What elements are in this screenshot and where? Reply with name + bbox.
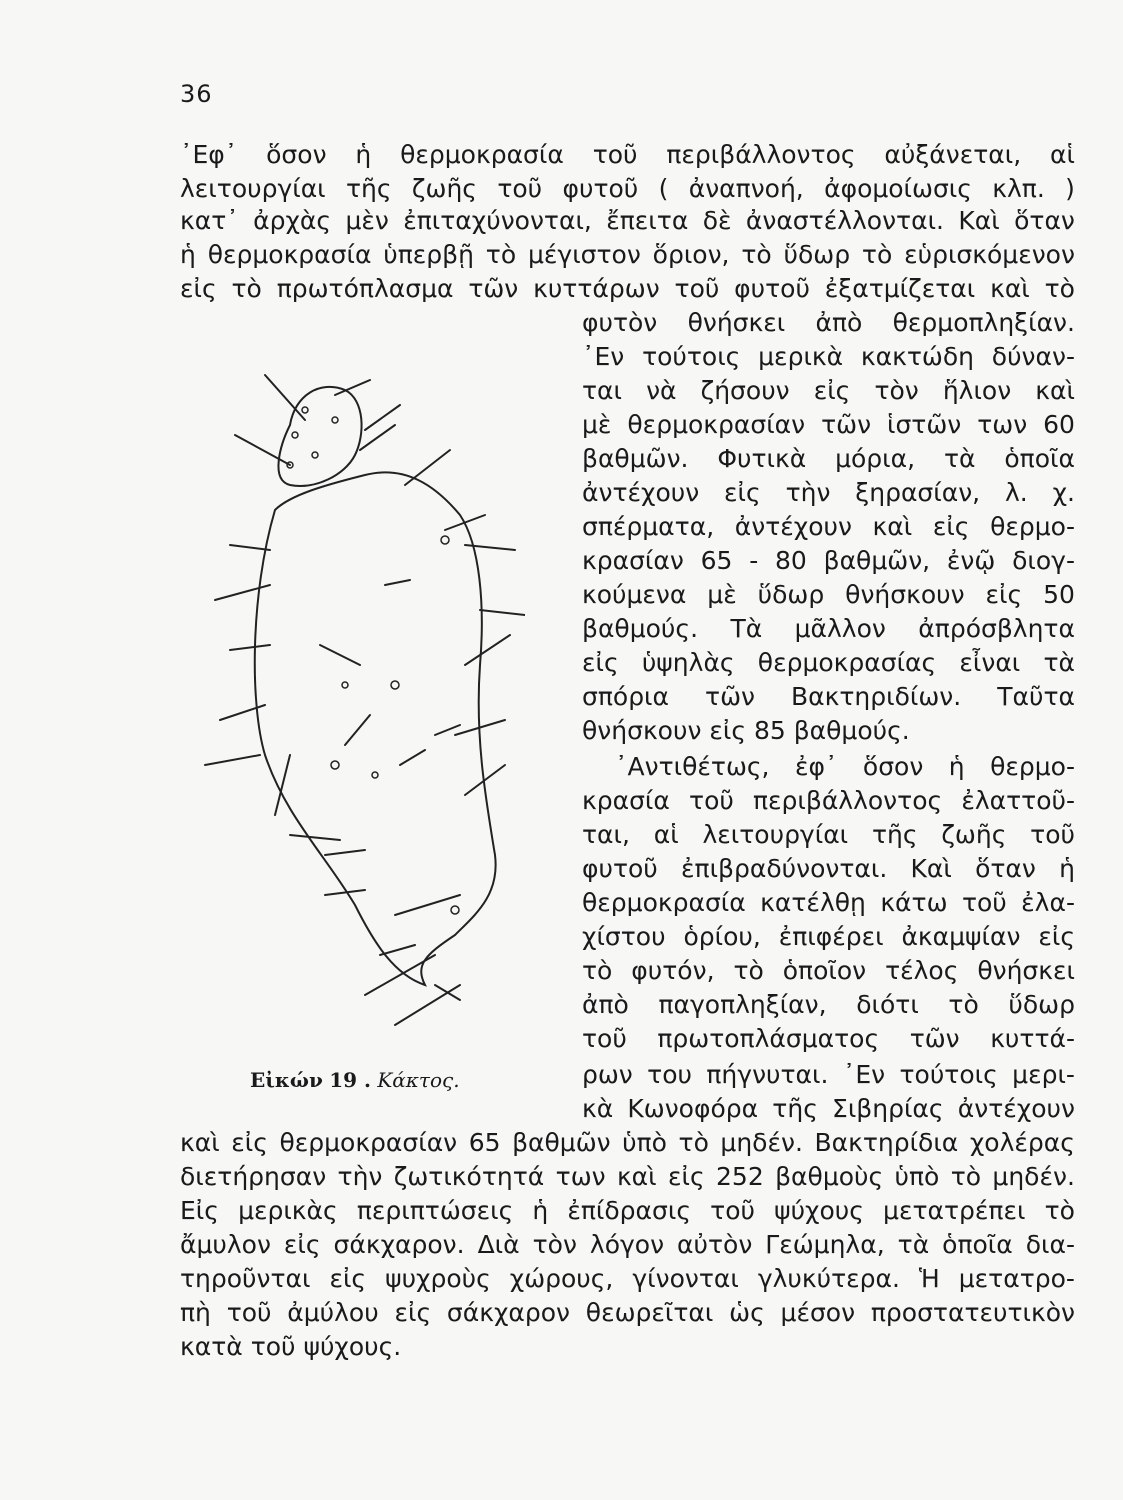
word: πρωτόπλασμα bbox=[276, 274, 454, 303]
word: τοῦ bbox=[689, 786, 734, 815]
word: εἶναι bbox=[959, 648, 1021, 677]
word: κατ᾿ bbox=[180, 206, 239, 235]
word: Βακτηριδίων. bbox=[791, 682, 962, 711]
word: ὅταν bbox=[975, 854, 1036, 883]
word: εἰς bbox=[724, 478, 761, 507]
word: ἀντέχουν bbox=[582, 478, 700, 507]
word: μᾶλλον bbox=[794, 614, 886, 643]
word: 80 bbox=[775, 546, 807, 575]
word: τῆς bbox=[871, 820, 918, 849]
text-line bbox=[180, 1162, 1075, 1192]
word: των bbox=[555, 1162, 606, 1191]
word: ἡ bbox=[180, 240, 196, 269]
word: σπόρια bbox=[582, 682, 669, 711]
word: μόρια, bbox=[835, 444, 916, 473]
word: ἐλα- bbox=[1021, 888, 1075, 917]
word: μὲ bbox=[707, 580, 737, 609]
word: ἐπιταχύνονται, bbox=[403, 206, 592, 235]
word: Κωνοφόρα bbox=[627, 1094, 759, 1123]
word: 50 bbox=[1043, 580, 1075, 609]
word: ζωῆς bbox=[411, 174, 477, 203]
word: καὶ bbox=[990, 274, 1030, 303]
word: τοῦ bbox=[226, 1298, 272, 1327]
text-line bbox=[582, 342, 1075, 372]
word: 65 bbox=[468, 1128, 501, 1157]
word: ἡ bbox=[532, 1196, 549, 1225]
word: χίστου bbox=[582, 922, 666, 951]
text-line bbox=[582, 682, 1075, 712]
word: ἡ bbox=[948, 752, 965, 781]
word: εἰς bbox=[231, 1128, 268, 1157]
word: τοῦ bbox=[961, 888, 1007, 917]
word: δὲ bbox=[702, 206, 732, 235]
word: ξηρασίαν, bbox=[855, 478, 981, 507]
word: παγοπληξίαν, bbox=[658, 990, 827, 1019]
word: τὸ bbox=[950, 1162, 982, 1191]
word: ὕδωρ bbox=[757, 580, 825, 609]
word: τοῦ bbox=[710, 1196, 755, 1225]
word: διότι bbox=[856, 990, 919, 1019]
word: ἐπιφέρει bbox=[778, 922, 884, 951]
word: μετατρέπει bbox=[883, 1196, 1026, 1225]
word: πὴ bbox=[180, 1298, 211, 1327]
word: τῆς bbox=[772, 1094, 818, 1123]
word: φυτοῦ bbox=[582, 854, 658, 883]
text-line bbox=[582, 614, 1075, 644]
word: κρασίαν bbox=[582, 546, 684, 575]
word: χώρους, bbox=[509, 1264, 614, 1293]
word: τούτοις bbox=[899, 1060, 998, 1089]
word: τὰ bbox=[943, 444, 976, 473]
word: θερμο- bbox=[990, 512, 1075, 541]
word: ἡ bbox=[355, 140, 372, 169]
word: εἰς bbox=[1038, 922, 1075, 951]
word: ὑπὸ bbox=[622, 1128, 667, 1157]
word: ὑπερβῇ bbox=[383, 240, 474, 269]
word: ἀρχὰς bbox=[253, 206, 332, 235]
word: τὸ bbox=[582, 956, 613, 985]
word: τὴν bbox=[785, 478, 831, 507]
word: τὴν bbox=[337, 1162, 383, 1191]
word: ὕδωρ bbox=[1008, 990, 1075, 1019]
word: Διὰ bbox=[477, 1230, 520, 1259]
text-line bbox=[180, 206, 1075, 236]
word: βαθμῶν. bbox=[582, 444, 689, 473]
word: θερμοκρασία bbox=[207, 240, 372, 269]
word: ὡς bbox=[729, 1298, 765, 1327]
word: τὸ bbox=[861, 240, 893, 269]
word: θερμοπληξίαν. bbox=[892, 308, 1075, 337]
word: - bbox=[749, 546, 759, 575]
word: τοῦ bbox=[497, 174, 543, 203]
word: κλπ. bbox=[992, 174, 1045, 203]
word: γίνονται bbox=[632, 1264, 739, 1293]
word: γλυκύτερα. bbox=[757, 1264, 900, 1293]
word: 65 bbox=[700, 546, 733, 575]
word: ᾿Αντιθέτως, bbox=[615, 752, 770, 781]
text-line bbox=[582, 820, 1075, 850]
word: περιβάλλοντος bbox=[752, 786, 943, 815]
word: ἀμύλου bbox=[287, 1298, 379, 1327]
word: ἀντέχουν bbox=[734, 512, 852, 541]
word: των bbox=[977, 410, 1028, 439]
word: ἡ bbox=[1059, 854, 1075, 883]
word: φυτόν, bbox=[631, 956, 715, 985]
text-line bbox=[582, 376, 1075, 406]
word: διογ- bbox=[1012, 546, 1075, 575]
word: Ταῦτα bbox=[997, 682, 1075, 711]
word: θεωρεῖται bbox=[585, 1298, 714, 1327]
word: Τὰ bbox=[730, 614, 763, 643]
word: τῆς bbox=[346, 174, 392, 203]
word: κάτω bbox=[880, 888, 948, 917]
word: του bbox=[647, 1060, 692, 1089]
word: τηροῦνται bbox=[180, 1264, 311, 1293]
word: ἐλαττοῦ- bbox=[961, 786, 1075, 815]
word: ( bbox=[658, 174, 669, 203]
word: ἐνῷ bbox=[946, 546, 996, 575]
word: εἰς bbox=[329, 1264, 367, 1293]
word: σάκχαρον bbox=[446, 1298, 571, 1327]
word: κυττά- bbox=[990, 1024, 1075, 1053]
word: ἀναστέλλονται. bbox=[745, 206, 944, 235]
word: ὕδωρ bbox=[783, 240, 851, 269]
word: τὰ bbox=[1043, 648, 1075, 677]
word: πρωτοπλάσματος bbox=[657, 1024, 880, 1053]
text-line bbox=[582, 922, 1075, 952]
text-line bbox=[582, 786, 1075, 816]
word: τὸ bbox=[678, 1128, 709, 1157]
word: τῶν bbox=[909, 1024, 960, 1053]
word: βαθμοὺς bbox=[775, 1162, 884, 1191]
text-line bbox=[180, 140, 1075, 170]
word: πήγνυται. bbox=[706, 1060, 829, 1089]
word: εἰς bbox=[668, 1162, 705, 1191]
text-line bbox=[582, 1024, 1075, 1054]
word: εἰς bbox=[813, 376, 851, 405]
word: ὑπὸ bbox=[894, 1162, 940, 1191]
word: μὲν bbox=[345, 206, 389, 235]
page-number: 36 bbox=[180, 80, 213, 108]
text-line bbox=[582, 888, 1075, 918]
word: ὅσον bbox=[266, 140, 327, 169]
word: θερμο- bbox=[990, 752, 1075, 781]
word: τὰ bbox=[897, 1230, 930, 1259]
word: βαθμῶν bbox=[512, 1128, 611, 1157]
word: θερμοκρασία bbox=[582, 888, 746, 917]
word: ) bbox=[1065, 174, 1075, 203]
word: κρασία bbox=[582, 786, 670, 815]
word: μηδέν. bbox=[992, 1162, 1075, 1191]
word: σπέρματα, bbox=[582, 512, 715, 541]
word: λειτουργίαι bbox=[702, 820, 849, 849]
word: μερικὰ bbox=[758, 342, 844, 371]
text-line bbox=[582, 308, 1075, 338]
word: Γεώμηλα, bbox=[765, 1230, 885, 1259]
word: τὸν bbox=[532, 1230, 577, 1259]
word: μετατρο- bbox=[958, 1264, 1075, 1293]
word: ᾿Εν bbox=[582, 342, 625, 371]
word: σάκχαρον. bbox=[333, 1230, 465, 1259]
word: ται bbox=[582, 376, 622, 405]
text-line bbox=[582, 512, 1075, 542]
word: ὅταν bbox=[1014, 206, 1075, 235]
text-line bbox=[180, 240, 1075, 270]
text-line bbox=[582, 956, 1075, 986]
word: ἐπιβραδύνονται. bbox=[681, 854, 888, 883]
word: ὁρίου, bbox=[683, 922, 761, 951]
word: Καὶ bbox=[910, 854, 952, 883]
text-line bbox=[582, 478, 1075, 508]
word: ἥλιον bbox=[942, 376, 1012, 405]
word: ζωτικότητά bbox=[393, 1162, 545, 1191]
text-line bbox=[582, 1060, 1075, 1090]
word: ἄμυλον bbox=[180, 1230, 271, 1259]
word: ζήσουν bbox=[700, 376, 790, 405]
word: εἰς bbox=[394, 1298, 432, 1327]
text-line bbox=[180, 274, 1075, 304]
word: Καὶ bbox=[958, 206, 1000, 235]
word: θνήσκει bbox=[977, 956, 1075, 985]
word: τοῦ bbox=[582, 1024, 627, 1053]
word: καὶ bbox=[180, 1128, 220, 1157]
word: χολέρας bbox=[969, 1128, 1075, 1157]
word: κούμενα bbox=[582, 580, 687, 609]
word: κακτώδη bbox=[860, 342, 974, 371]
word: θερμοκρασία bbox=[400, 140, 564, 169]
word: Σιβηρίας bbox=[832, 1094, 944, 1123]
word: τὸ bbox=[733, 956, 764, 985]
word: νὰ bbox=[646, 376, 677, 405]
word: θερμοκρασίαν bbox=[627, 410, 806, 439]
word: ται, bbox=[582, 820, 630, 849]
word: ᾿Εφ᾿ bbox=[180, 140, 238, 169]
word: Ἡ bbox=[918, 1264, 940, 1293]
word: δια- bbox=[1025, 1230, 1075, 1259]
word: τὸ bbox=[948, 990, 979, 1019]
word: χ. bbox=[1052, 478, 1075, 507]
word: εἰς bbox=[283, 1230, 321, 1259]
word: αὐτὸν bbox=[677, 1230, 753, 1259]
word: περιβάλλοντος bbox=[666, 140, 856, 169]
word: τοῦ bbox=[1030, 820, 1075, 849]
word: βαθμῶν, bbox=[823, 546, 931, 575]
text-line: θνήσκουν εἰς 85 βαθμούς. bbox=[582, 716, 910, 745]
word: αἱ bbox=[1050, 140, 1075, 169]
word: περιπτώσεις bbox=[356, 1196, 514, 1225]
cactus-illustration bbox=[195, 335, 525, 1055]
text-line bbox=[582, 444, 1075, 474]
word: τὸ bbox=[741, 240, 772, 269]
word: τῶν bbox=[705, 682, 755, 711]
word: ὅσον bbox=[862, 752, 924, 781]
text-line bbox=[180, 1196, 1075, 1226]
word: τῶν bbox=[468, 274, 519, 303]
word: καὶ bbox=[616, 1162, 657, 1191]
word: ψύχους bbox=[774, 1196, 864, 1225]
word: ἱστῶν bbox=[887, 410, 962, 439]
word: μέγιστον bbox=[527, 240, 641, 269]
text-line bbox=[582, 1094, 1075, 1124]
word: τέλος bbox=[885, 956, 959, 985]
word: ζωῆς bbox=[941, 820, 1007, 849]
text-line bbox=[582, 580, 1075, 610]
word: προστατευτικὸν bbox=[870, 1298, 1075, 1327]
text-line bbox=[180, 1264, 1075, 1294]
word: μηδέν. bbox=[720, 1128, 803, 1157]
word: φυτοῦ bbox=[562, 174, 639, 203]
word: εἰς bbox=[180, 274, 217, 303]
word: θνήσκουν bbox=[845, 580, 965, 609]
word: ὁποῖον bbox=[782, 956, 867, 985]
word: κατέλθῃ bbox=[760, 888, 866, 917]
word: 252 bbox=[716, 1162, 764, 1191]
word: μέσον bbox=[780, 1298, 856, 1327]
word: Βακτηρίδια bbox=[814, 1128, 959, 1157]
word: μὲ bbox=[582, 410, 612, 439]
word: μερι- bbox=[1012, 1060, 1075, 1089]
word: ᾿Εν bbox=[842, 1060, 886, 1089]
word: δύναν- bbox=[991, 342, 1075, 371]
text-line bbox=[180, 1298, 1075, 1328]
word: ἐπίδρασις bbox=[567, 1196, 692, 1225]
word: τὸ bbox=[485, 240, 517, 269]
word: ἀκαμψίαν bbox=[901, 922, 1021, 951]
word: ὅριον, bbox=[652, 240, 730, 269]
word: θερμοκρασίας bbox=[757, 648, 937, 677]
text-line bbox=[582, 410, 1075, 440]
figure-title: Κάκτος. bbox=[377, 1068, 460, 1092]
text-line: κατὰ τοῦ ψύχους. bbox=[180, 1332, 402, 1361]
word: 60 bbox=[1043, 410, 1075, 439]
word: λόγον bbox=[589, 1230, 665, 1259]
text-line bbox=[582, 854, 1075, 884]
word: τὸν bbox=[874, 376, 919, 405]
word: ψυχροὺς bbox=[385, 1264, 491, 1293]
text-line bbox=[582, 546, 1075, 576]
word: θνήσκει bbox=[687, 308, 786, 337]
word: τὸ bbox=[1044, 1196, 1075, 1225]
word: εἰς bbox=[932, 512, 970, 541]
word: διετήρησαν bbox=[180, 1162, 327, 1191]
word: φυτοῦ bbox=[734, 274, 810, 303]
word: ἀπρόσβλητα bbox=[918, 614, 1075, 643]
word: κυττάρων bbox=[533, 274, 660, 303]
word: ἀφομοίωσις bbox=[824, 174, 972, 203]
word: εὑρισκόμενον bbox=[904, 240, 1075, 269]
word: Φυτικὰ bbox=[717, 444, 807, 473]
word: τὸ bbox=[1044, 274, 1075, 303]
figure-label: Εἰκών bbox=[250, 1068, 323, 1092]
text-line bbox=[180, 1128, 1075, 1158]
word: τοῦ bbox=[592, 140, 638, 169]
word: ἀντέχουν bbox=[957, 1094, 1075, 1123]
word: αἱ bbox=[653, 820, 679, 849]
cactus-drawing bbox=[195, 335, 525, 1055]
word: ρων bbox=[582, 1060, 633, 1089]
text-line bbox=[180, 174, 1075, 204]
word: ἔπειτα bbox=[606, 206, 689, 235]
word: τούτοις bbox=[642, 342, 741, 371]
word: θερμοκρασίαν bbox=[279, 1128, 458, 1157]
text-line bbox=[582, 648, 1075, 678]
word: λειτουργίαι bbox=[180, 174, 326, 203]
figure-number: 19 . bbox=[329, 1068, 371, 1092]
text-line bbox=[582, 990, 1075, 1020]
word: ὑψηλὰς bbox=[641, 648, 735, 677]
word: εἰς bbox=[985, 580, 1023, 609]
word: κὰ bbox=[582, 1094, 614, 1123]
word: βαθμούς. bbox=[582, 614, 699, 643]
word: τῶν bbox=[821, 410, 872, 439]
word: τοῦ bbox=[674, 274, 720, 303]
figure-caption bbox=[250, 1068, 460, 1092]
word: ὁποῖα bbox=[942, 1230, 1013, 1259]
word: ἐξατμίζεται bbox=[824, 274, 976, 303]
word: ἐφ᾿ bbox=[794, 752, 838, 781]
text-line bbox=[615, 752, 1075, 782]
word: εἰς bbox=[582, 648, 619, 677]
word: καὶ bbox=[1035, 376, 1075, 405]
word: ἀπὸ bbox=[582, 990, 629, 1019]
word: ἀναπνοή, bbox=[688, 174, 804, 203]
word: αὐξάνεται, bbox=[884, 140, 1022, 169]
word: καὶ bbox=[872, 512, 913, 541]
word: ὁποῖα bbox=[1004, 444, 1075, 473]
word: φυτὸν bbox=[582, 308, 658, 337]
word: ἀπὸ bbox=[815, 308, 863, 337]
text-line bbox=[180, 1230, 1075, 1260]
word: Εἰς bbox=[180, 1196, 219, 1225]
word: μερικὰς bbox=[238, 1196, 338, 1225]
word: τὸ bbox=[231, 274, 262, 303]
word: λ. bbox=[1005, 478, 1028, 507]
